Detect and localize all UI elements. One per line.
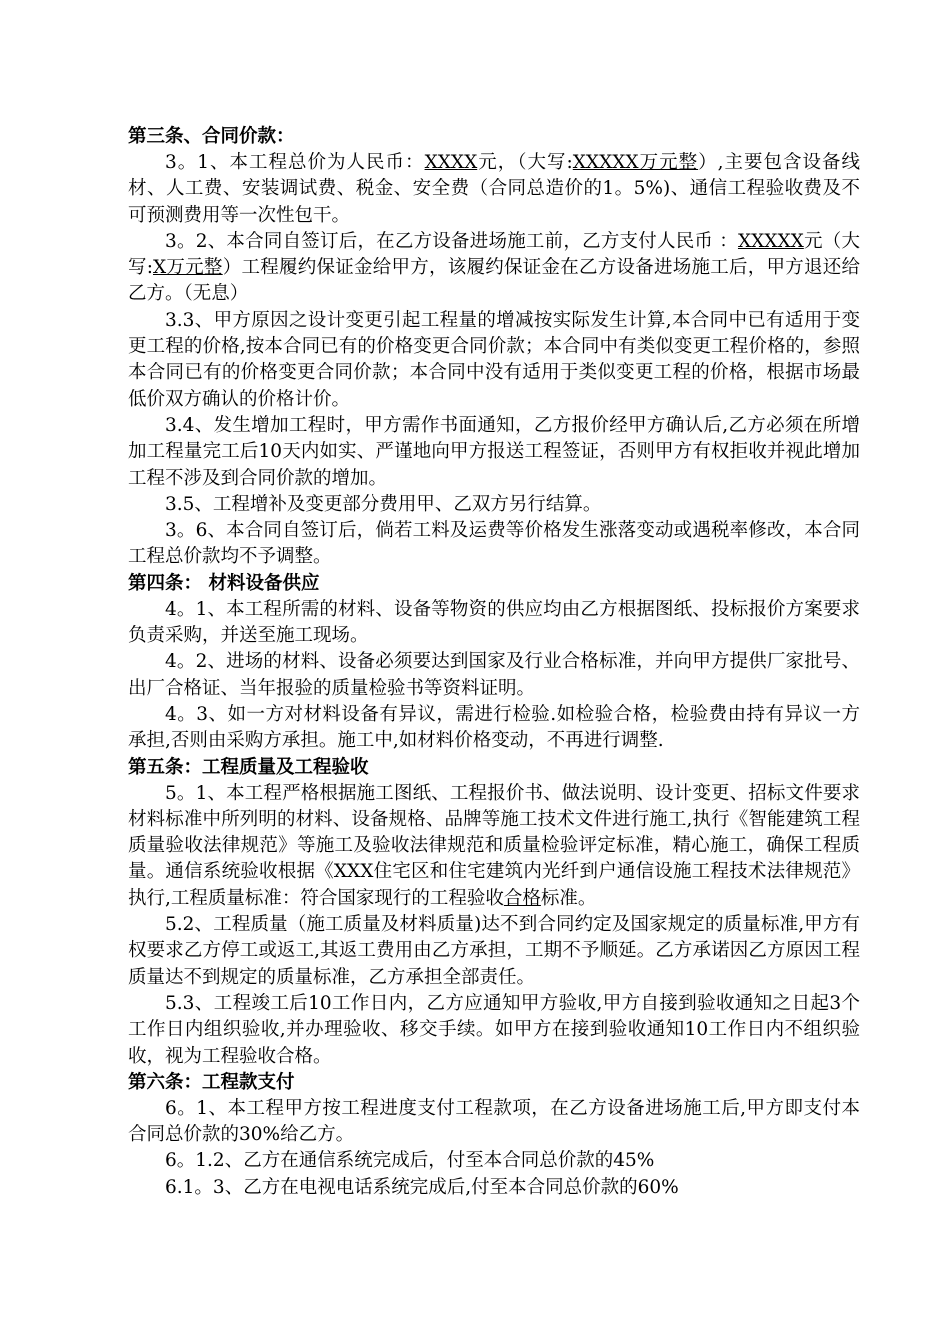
clause-4-1: 4。1、本工程所需的材料、设备等物资的供应均由乙方根据图纸、投标报价方案要求负责采购，并送至施工现场。 bbox=[128, 598, 860, 647]
clause-6-1-3: 6.1。3、乙方在电视电话系统完成后,付至本合同总价款的60% bbox=[165, 1176, 679, 1198]
clause-5-2: 5.2、工程质量（施工质量及材料质量)达不到合同约定及国家规定的质量标准,甲方有权要求乙方停工或返工,其返工费用由乙方承担，工期不予顺延。乙方承诺因乙方原因工程质量达不到规定的质量标准，乙方承担全部责任。 bbox=[128, 914, 860, 988]
section-4 bbox=[128, 571, 860, 755]
section-6 bbox=[128, 1070, 860, 1201]
clause-6-1-2: 6。1.2、乙方在通信系统完成后，付至本合同总价款的45% bbox=[165, 1150, 655, 1172]
clause-6-1: 6。1、本工程甲方按工程进度支付工程款项，在乙方设备进场施工后,甲方即支付本合同总价款的30%给乙方。 bbox=[128, 1097, 860, 1146]
section-heading: 第三条、合同价款： bbox=[128, 126, 295, 147]
clause-3-3: 3.3、甲方原因之设计变更引起工程量的增减按实际发生计算,本合同中已有适用于变更工程的价格,按本合同已有的价格变更合同价款；本合同中有类似变更工程价格的，参照本合同已有的价格变更合同价款；本合同中没有适用于类似变更工程的价格，根据市场最低价双方确认的价格计价。 bbox=[128, 309, 860, 410]
clause-5-3: 5.3、工程竣工后10工作日内，乙方应通知甲方验收,甲方自接到验收通知之日起3个工作日内组织验收,并办理验收、移交手续。如甲方在接到验收通知10工作日内不组织验收，视为工程验收合格。 bbox=[128, 992, 860, 1067]
section-heading: 第六条：工程款支付 bbox=[128, 1071, 295, 1093]
clause-4-2: 4。2、进场的材料、设备必须要达到国家及行业合格标准，并向甲方提供厂家批号、出厂合格证、当年报验的质量检验书等资料证明。 bbox=[128, 651, 860, 699]
clause-3-1: 3。1、本工程总价为人民币：XXXX元，（大写:XXXXX万元整）,主要包含设备线材、人工费、安装调试费、税金、安全费（合同总造价的1。5%)、通信工程验收费及不可预测费用等一次性包干。 bbox=[128, 152, 860, 226]
clause-3-4: 3.4、发生增加工程时，甲方需作书面通知，乙方报价经甲方确认后,乙方必须在所增加工程量完工后10天内如实、严谨地向甲方报送工程签证，否则甲方有权拒收并视此增加工程不涉及到合同价款的增加。 bbox=[128, 414, 860, 489]
clause-3-6: 3。6、本合同自签订后，倘若工料及运费等价格发生涨落变动或遇税率修改，本合同工程总价款均不予调整。 bbox=[128, 520, 860, 568]
clause-4-3: 4。3、如一方对材料设备有异议，需进行检验.如检验合格，检验费由持有异议一方承担,否则由采购方承担。施工中,如材料价格变动，不再进行调整. bbox=[128, 703, 860, 752]
section-heading: 第五条：工程质量及工程验收 bbox=[128, 756, 369, 778]
clause-3-5: 3.5、工程增补及变更部分费用甲、乙双方另行结算。 bbox=[165, 493, 602, 515]
section-3 bbox=[128, 124, 860, 571]
section-heading: 第四条： 材料设备供应 bbox=[128, 572, 320, 594]
clause-3-2: 3。2、本合同自签订后，在乙方设备进场施工前，乙方支付人民币 ：XXXXX元（大写:X万元整）工程履约保证金给甲方，该履约保证金在乙方设备进场施工后，甲方退还给乙方。（无息） bbox=[128, 230, 861, 305]
contract-page bbox=[128, 124, 860, 1201]
clause-5-1: 5。1、本工程严格根据施工图纸、工程报价书、做法说明、设计变更、招标文件要求材料标准中所列明的材料、设备规格、品牌等施工技术文件进行施工,执行《智能建筑工程质量验收法律规范》等施工及验收法律规范和质量检验评定标准，精心施工，确保工程质量。通信系统验收根据《XXX住宅区和住宅建筑内光纤到户通信设施工程技术法律规范》执行,工程质量标准：符合国家现行的工程验收合格标准。 bbox=[128, 782, 860, 909]
section-5 bbox=[128, 755, 860, 1070]
